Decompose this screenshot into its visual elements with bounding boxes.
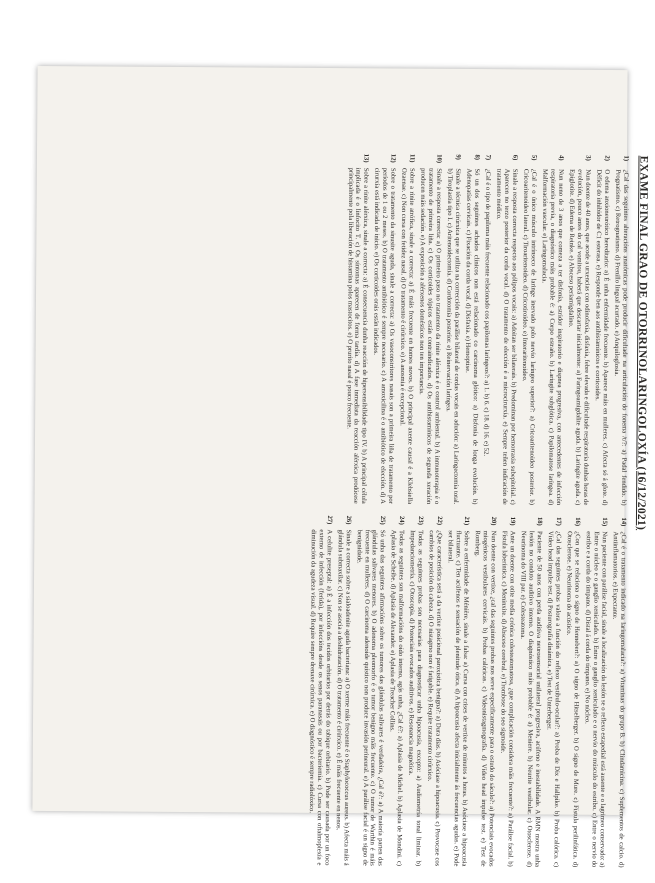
question-item [444, 516, 470, 866]
question-number: 25) [379, 515, 387, 525]
exam-sheet-rotated [64, 134, 655, 883]
question-text: Sinale a correcta sobre a sialoadenite aguda bacteriana: a) O xerme máis frecuente é o Staphylococcus aureus. b) Afecta máis á glándula submaxilar. c) Non se asocia a deshidratación. d) O tratamento é cirúrxico. e) É máis frecuente en nenos. [334, 529, 352, 866]
question-item [352, 516, 386, 866]
question-text: ¿Cal das seguintes alteracións anatómicas pode producir dificultade na articulación do fonema /t/?: a) Padal fendido. b) Prognatismo. c) Retrognatismo. d) Frenillo lingual acurtado. e) Anquiloglosia. [613, 169, 630, 506]
question-text: Nun doente de 40 anos, que acode a urxencias con odinofaxia, disfaxia, febre elevada e dificultade respiratoria dunhas horas de evolución, pouco antes do cal vomitou, haberá que descartar inicialmente: a) Faringoamigdalite aguda. b) Laringite aguda. c) Epiglotite. d) Edema de Reinke. e) Absceso periamigdalino. [567, 169, 592, 506]
question-text: Só un dos seguintes achados clínicos non está relacionado co carcinoma glótico: a) Disfonía de longa evolución. b) Adenopatías cervicais. c) Fixación da corda vocal. d) Disfaxia. e) Hemoptise. [464, 168, 481, 505]
question-text: Sinale a resposta correcta: a) O primeiro paso no tratamento da rinite alérxica é o control ambiental. b) A inmunoterapia é o tratamento de primeira liña. c) Os corticoides tópicos están contraindicados. d) Os antihistamínicos de segunda xeración producen máis sedación. e) A exposición a alérxenos domésticos non ten importancia. [418, 168, 443, 505]
question-number: 5) [530, 154, 538, 161]
question-item [333, 516, 351, 866]
question-text: Sobre a rinite atrófica, sinale a correcta: a) É máis frecuente en homes novos. b) O principal axente causal é a Klebsiella Ozaenae. c) Non cursa con fetidez nasal. d) O tratamento é cirúrxico. e) A anosmia é excepcional. [398, 167, 416, 505]
question-item [387, 516, 405, 866]
question-number: 2) [603, 155, 611, 161]
question-item [417, 154, 443, 504]
question-text: ¿Cal é o tipo de papiloma máis frecuente relacionado cos papilomas laríngeos?: a) 1. b) 6. c) 18. d) 16. e) 52. [482, 168, 492, 457]
question-number: 10) [435, 154, 443, 164]
question-text: Todas as seguintes son malformacións do oído interno, agás unha, ¿Cal é?: a) Aplasia de Michel. b) Aplasia de Mondini. c) Aplasia de Scheibe. d) Aplasia de Alexander. e) Aplasia de Treacher Collins. [388, 529, 406, 867]
question-text: ¿Cal é o tratamento indicado na laringomalacia?: a) Vitaminas do grupo B. b) Clindamicina. c) Suplementos de calcio. d) Antiinflamatorios. e) Expectante. [611, 531, 627, 868]
question-text: Sinale a resposta correcta respecto aos pólipos vocais: a) Adoitan ser bilaterais. b) Predominan por hemorraxia subepitelial. c) Aparecen no terzo posterior da corda vocal. d) O tratamento de elección é a microcirurxía. e) Sempre teñen indicación de tratamento médico. [495, 168, 519, 505]
question-number: 16) [574, 517, 582, 527]
question-number: 6) [511, 154, 519, 161]
question-item [592, 155, 610, 505]
question-number: 23) [417, 516, 425, 525]
question-number: 26) [344, 515, 352, 525]
question-text: A celulite preseptal: a) É a infección dos tecidos orbitarios por detrás do tabique orbitario. b) Pode ser causada por un foco externo de infección (ferida), por infeccións desde os senos paranasais ou por bacteriemia. c) Cursa con oftalmoplexía e diminución da agudeza visual. d) Require sempre drenaxe cirúrxica. e) O diagnóstico é sempre radiolóxico. [307, 529, 333, 866]
question-number: 12) [389, 153, 397, 163]
question-item [481, 155, 491, 505]
question-number: 11) [408, 154, 416, 163]
question-item [425, 516, 443, 866]
question-item [565, 155, 591, 505]
question-number: 8) [473, 154, 481, 161]
question-item [563, 517, 581, 867]
question-number: 17) [555, 517, 563, 526]
question-text: Nun neno de 3 anos que comeza a ter disfonía, estridor inspiratorio e dispnea progresiva, con antecedentes de infección respiratoria previa, o diagnóstico máis probable é: a) Corpo estraño. b) Laringite subglótica. c) Papilomatose laríngea. d) Malformación vascular. e) Laringomalacia. [540, 168, 565, 506]
question-item [538, 155, 564, 505]
question-item [462, 154, 480, 504]
question-number: 3) [584, 155, 592, 161]
question-item [519, 155, 537, 505]
question-number: 13) [362, 153, 370, 163]
question-text: Nun doente con vertixe, ¿cal das seguintes probas nos serve especificamente para o estudo do sáculo?: a) Potenciais evocados miogénicos vestibulares cervicais. b) Probas calóricas. c) Videonistagmografía. d) Vídeo head impulse test. e) Test de Romberg. [474, 530, 498, 867]
question-text: ¿Cal é o único músculo intrínseco de laringe inervado polo nervio laríngeo superior?: a) Cricoaritenoideo posterior. b) Cricoaritenoideo lateral. c) Tiroaritenoideo. d) Cricotiroideo. e) Interaritenoideo. [521, 168, 538, 505]
question-number: 27) [325, 515, 333, 525]
question-number: 19) [509, 516, 517, 526]
question-text: Sinale a técnica cirúrxica que se utiliza na corrección da parálise bilateral de cordas vocais en adución: a) Laringectomía total. b) Tiroplastia tipo I. c) Aritenoidectomía. d) Cordotomía posterior. e) Reinervación laríngea. [444, 168, 462, 505]
question-number: 9) [454, 154, 462, 160]
question-number: 21) [463, 516, 471, 526]
question-item [443, 154, 461, 504]
question-item [609, 517, 627, 867]
question-item [544, 517, 562, 867]
right-column [303, 515, 627, 867]
question-number: 14) [619, 517, 627, 527]
left-column [341, 154, 630, 506]
question-text: Sobre o tratamento da sinusite aguda, sinale a correcta: a) Os vasoconstritores nasais son a primeira liña de tratamento por períodos de 1 ou 2 meses. b) O tratamento antibiótico é sempre necesario. c) A amoxicilina é o antibiótico de elección. d) A cirurxía está indicada de inicio. e) Os corticoides orais están indicados. [372, 167, 397, 504]
question-item [498, 517, 516, 867]
question-text: Só unha das seguintes afirmacións sobre os tumores das glándulas salivares é verdadeira, ¿Cal é?: a) A maioría parten das glándulas salivares menores. b) O adenoma pleomorfo é o tumor benigno máis frecuente. c) O tumor de Warthin é máis frecuente en mulleres. d) O carcinoma adenoide quístico non produce invasión perineural. e) A parálise facial é un signo de benignidade. [355, 529, 387, 866]
question-text: Todas as seguintes probas son necesarias para diagnosticar unha hipoacusia, excepto: a) Audiometría tonal liminar. b) Impedanciometría. c) Otoscopia. d) Potenciais evocados auditivos. e) Resonancia magnética. [407, 530, 425, 867]
exam-paper [32, 66, 650, 868]
exam-title: EXAME FINAL GRAO DE OTORRINOLARINGOLOXÍA (16/12/2021) [634, 155, 650, 531]
question-number: 4) [557, 155, 565, 161]
question-number: 24) [398, 515, 406, 525]
question-number: 20) [490, 516, 498, 526]
question-text: O edema anxioneurótico hereditario: a) É unha enfermidade frecuente. b) Aparece máis en mulleres. c) Afecta só á glote. d) Déficit do inhibidor de C1 esterasa. e) Responde ben aos antihistamínicos e corticoides. [593, 169, 611, 506]
question-text: ¿Con que se relaciona o signo de Hennebert?: a) O signo de Hitselberger. b) O signo de Mure. c) Fístula perilinfática. d) Otosclerose. e) Neurinoma do acústico. [565, 531, 581, 868]
question-number: 22) [436, 516, 444, 526]
question-item [398, 154, 416, 504]
question-item [582, 517, 608, 867]
question-text: Sobre a rinite alérxica, sinale a correcta: a) É consecuencia dunha reacción de hipersensibilidade tipo IV. b) A principal célula implicada é o linfocito T. c) Os síntomas aparecen de forma tardía. d) A fase inmediata da reacción alérxica prodúcese principalmente pola liberación de histamina polos mastocitos. e) O prurito nasal é pouco frecuente. [345, 167, 370, 504]
question-text: ¿Que característica será a da vertixe posicional paroxística benigna?: a) Dura días. b) Asóciase a hipoacusia. c) Provocase cos cambios de posición da cabeza. d) O nistagmo non é fatigable. e) Require tratamento cirúrxico. [426, 530, 444, 867]
question-item [344, 154, 370, 504]
question-text: Nun paciente con parálise facial, sinale a localización da lesión se o reflexo estapedial está ausente e o lagrimeo conservado: a) Entre o núcleo e o ganglio xeniculado. b) Entre o ganglio xeniculado e o nervio do músculo do estribo. c) Entre o nervio do estribo e a corda do tímpano. d) Distal á corda do tímpano. e) No núcleo. [583, 531, 608, 868]
question-item [471, 517, 497, 867]
question-number: 15) [600, 517, 608, 527]
question-number: 18) [536, 516, 544, 526]
question-number: 1) [622, 155, 630, 162]
question-item [371, 154, 397, 504]
question-item [406, 516, 424, 866]
question-text: Paciente de 50 anos con perda auditiva neurosensorial unilateral progresiva, acúfeno e inestabilidade. A RMN mostra unha lesión no conduto auditivo interno. O diagnóstico máis probable é: a) Meniere. b) Neurite vestibular. c) Otosclerose. d) Neurinoma do VIII par. e) Colesteatoma. [519, 530, 543, 867]
question-item [517, 517, 543, 867]
question-text: ¿Cal das seguintes probas valora a función do reflexo vestíbulo-ocular?: a) Proba de Dix e Hallpike. b) Proba calórica. c) Vídeo head impulse test. d) Posturografía dinámica. e) Test de Unterberger. [545, 531, 562, 868]
question-number: 7) [484, 154, 492, 161]
question-item [306, 515, 332, 865]
question-text: Sobre a enfermidade de Ménière, sinale a falsa: a) Cursa con crises de vertixe de minutos a horas. b) Asóciase a hipoacusia fluctuante. c) Ten acúfenos e sensación de plenitude ótica. d) A hipoacusia afecta inicialmente ás frecuencias agudas. e) Pode ser bilateral. [447, 530, 471, 867]
question-item [493, 155, 519, 505]
question-item [611, 155, 629, 505]
question-text: Ante un doente con otite media crónica colesteatomatosa, ¿que complicación considera máis frecuente?: a) Parálise facial. b) Fístula laberíntica. c) Meninxite. d) Absceso cerebral. e) Trombose do seo sigmoide. [499, 530, 517, 867]
